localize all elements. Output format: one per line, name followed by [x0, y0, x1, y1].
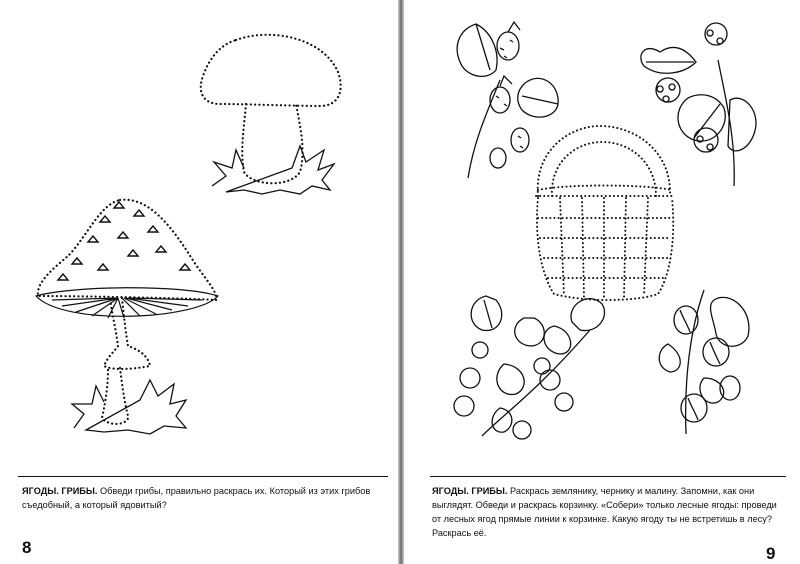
caption-heading: ЯГОДЫ. ГРИБЫ. [22, 486, 98, 496]
raspberry-branch [641, 23, 756, 186]
strawberry-branch [457, 22, 558, 178]
caption-rule [18, 476, 388, 477]
left-illustrations [0, 0, 398, 564]
grass-tuft-icon [72, 380, 186, 434]
fly-agaric-gills [36, 288, 218, 318]
page-number: 8 [22, 538, 32, 557]
basket-outline [536, 126, 674, 300]
fly-agaric-outline [38, 200, 216, 424]
left-caption [22, 484, 374, 512]
gooseberry-branch [659, 290, 749, 434]
caption-rule [430, 476, 786, 477]
caption-text: Раскрась землянику, чернику и малину. Запомни, как они выглядят. Обведи и раскрась корзинку. «Собери» только лесные ягоды: проведи от лесных ягод прямые линии к корзинке. Какую ягоду ты не встретишь в лесу? Раскрась её. [432, 486, 777, 538]
blueberry-branch [454, 296, 605, 439]
right-illustrations [404, 0, 800, 564]
fly-agaric-spots [58, 202, 190, 280]
right-page [404, 0, 800, 564]
edible-mushroom-outline [201, 35, 341, 183]
left-page [0, 0, 398, 564]
grass-tuft-icon [212, 146, 334, 194]
caption-heading: ЯГОДЫ. ГРИБЫ. [432, 486, 508, 496]
right-caption [432, 484, 778, 540]
page-number: 9 [766, 544, 776, 563]
caption-text: Обведи грибы, правильно раскрась их. Который из этих грибов съедобный, а который ядовитый? [22, 486, 371, 510]
